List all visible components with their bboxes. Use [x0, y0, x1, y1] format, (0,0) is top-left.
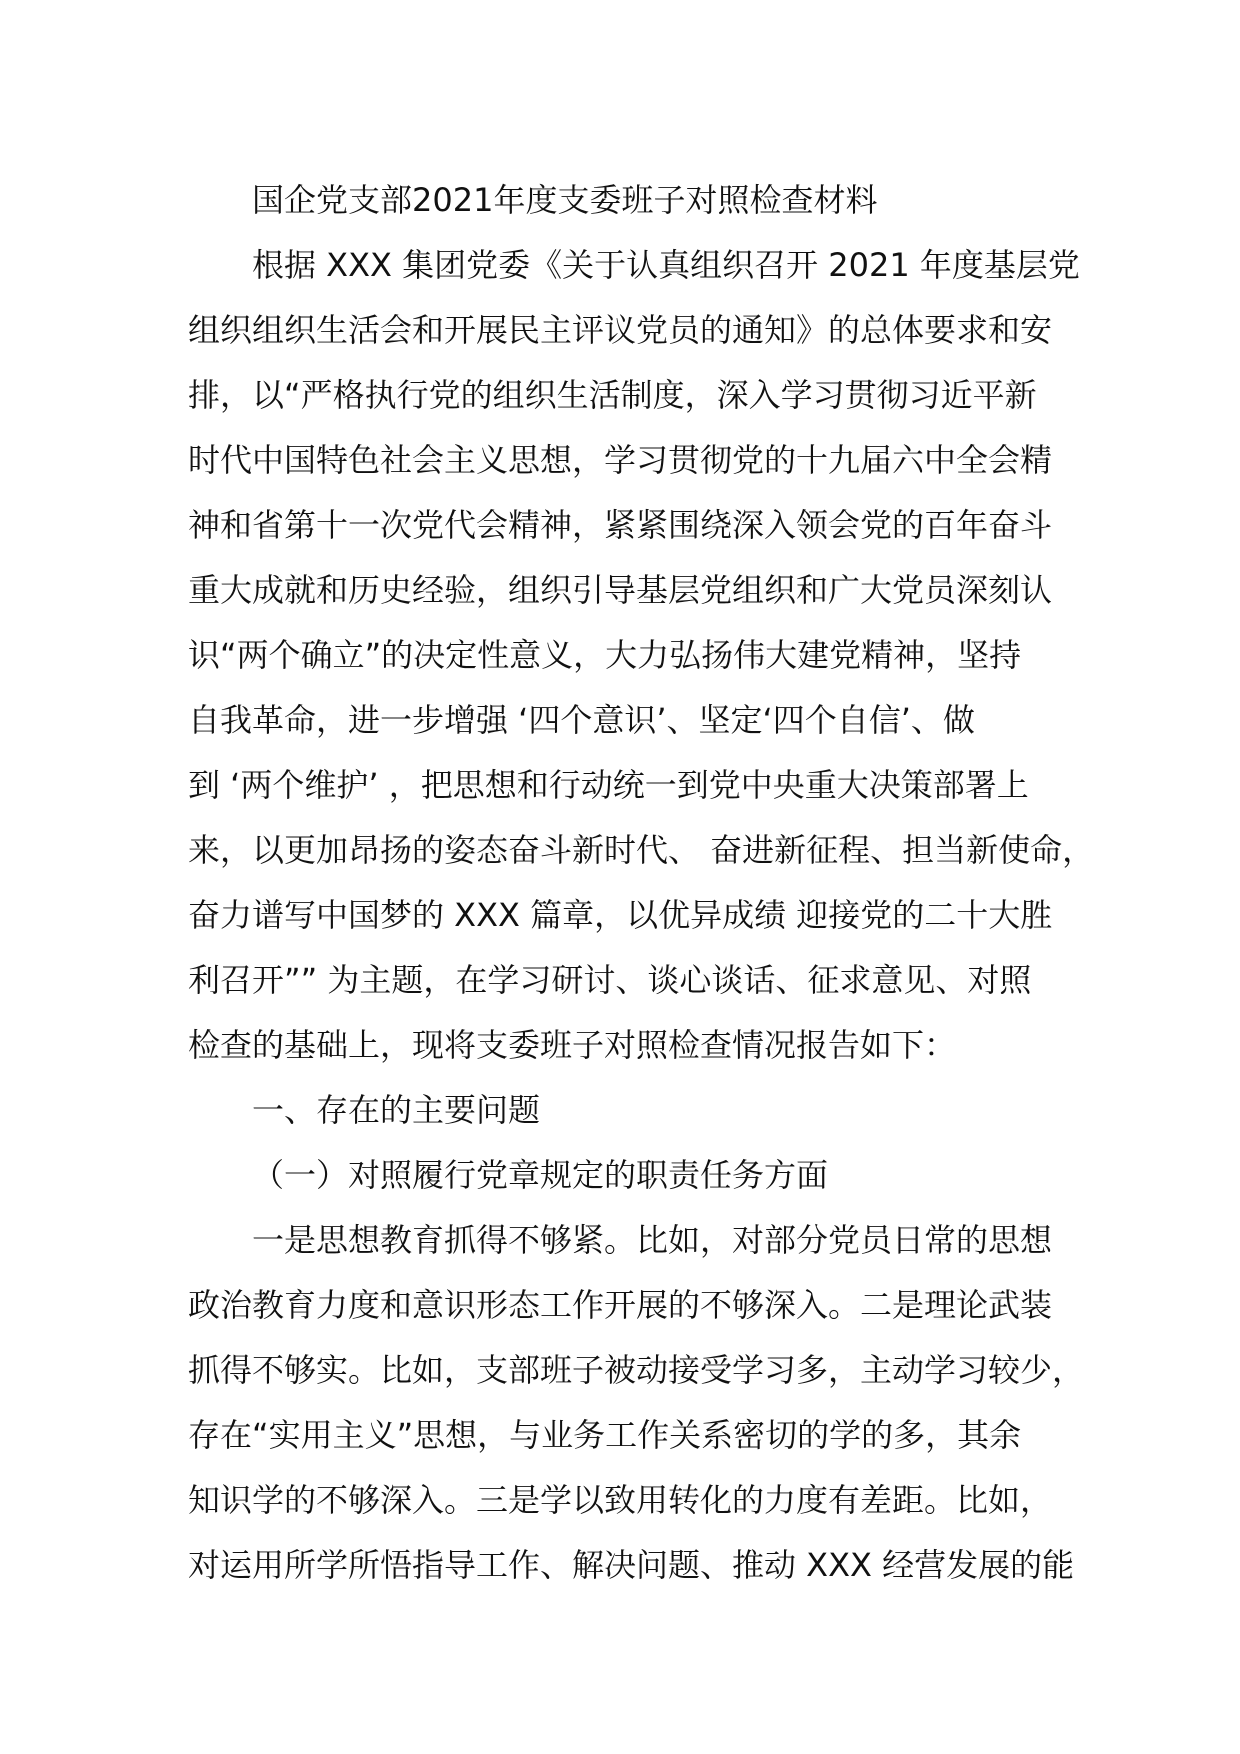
paragraph-line: 识“两个确立”的决定性意义，大力弘扬伟大建党精神，坚持: [188, 636, 1022, 674]
paragraph-line: 知识学的不够深入。三是学以致用转化的力度有差距。比如，: [188, 1481, 1053, 1519]
paragraph-line: 神和省第十一次党代会精神，紧紧围绕深入领会党的百年奋斗: [188, 506, 1053, 544]
paragraph-line: 组织组织生活会和开展民主评议党员的通知》的总体要求和安: [188, 311, 1053, 349]
paragraph-line: 奋力谱写中国梦的 XXX 篇章，以优异成绩 迎接党的二十大胜: [188, 896, 1053, 934]
document-body: [188, 168, 1095, 1598]
paragraph-line: 一是思想教育抓得不够紧。比如，对部分党员日常的思想: [252, 1221, 1053, 1259]
paragraph-intro: [188, 233, 1095, 1078]
paragraph-problems: [188, 1208, 1085, 1598]
paragraph-line: 抓得不够实。比如，支部班子被动接受学习多，主动学习较少，: [188, 1351, 1085, 1389]
paragraph-line: 政治教育力度和意识形态工作开展的不够深入。二是理论武装: [188, 1286, 1053, 1324]
paragraph-line: 对运用所学所悟指导工作、解决问题、推动 XXX 经营发展的能: [188, 1546, 1075, 1584]
document-title: 国企党支部2021年度支委班子对照检查材料: [252, 181, 878, 219]
paragraph-line: 排，以“严格执行党的组织生活制度，深入学习贯彻习近平新: [188, 376, 1037, 414]
paragraph-line: 自我革命，进一步增强 ‘四个意识’、坚定‘四个自信’、做: [188, 701, 975, 739]
section-heading: 一、存在的主要问题: [252, 1091, 541, 1129]
paragraph-line: 检查的基础上，现将支委班子对照检查情况报告如下：: [188, 1026, 957, 1064]
paragraph-line: 利召开”” 为主题，在学习研讨、谈心谈话、征求意见、对照: [188, 961, 1032, 999]
paragraph-line: 根据 XXX 集团党委《关于认真组织召开 2021 年度基层党: [252, 246, 1080, 284]
paragraph-line: 时代中国特色社会主义思想，学习贯彻党的十九届六中全会精: [188, 441, 1053, 479]
subsection-heading: （一）对照履行党章规定的职责任务方面: [252, 1156, 829, 1194]
paragraph-line: 到 ‘两个维护’ ，把思想和行动统一到党中央重大决策部署上: [188, 766, 1029, 804]
paragraph-line: 重大成就和历史经验，组织引导基层党组织和广大党员深刻认: [188, 571, 1053, 609]
paragraph-line: 来，以更加昂扬的姿态奋斗新时代、 奋进新征程、担当新使命，: [188, 831, 1095, 869]
paragraph-line: 存在“实用主义”思想，与业务工作关系密切的学的多，其余: [188, 1416, 1022, 1454]
